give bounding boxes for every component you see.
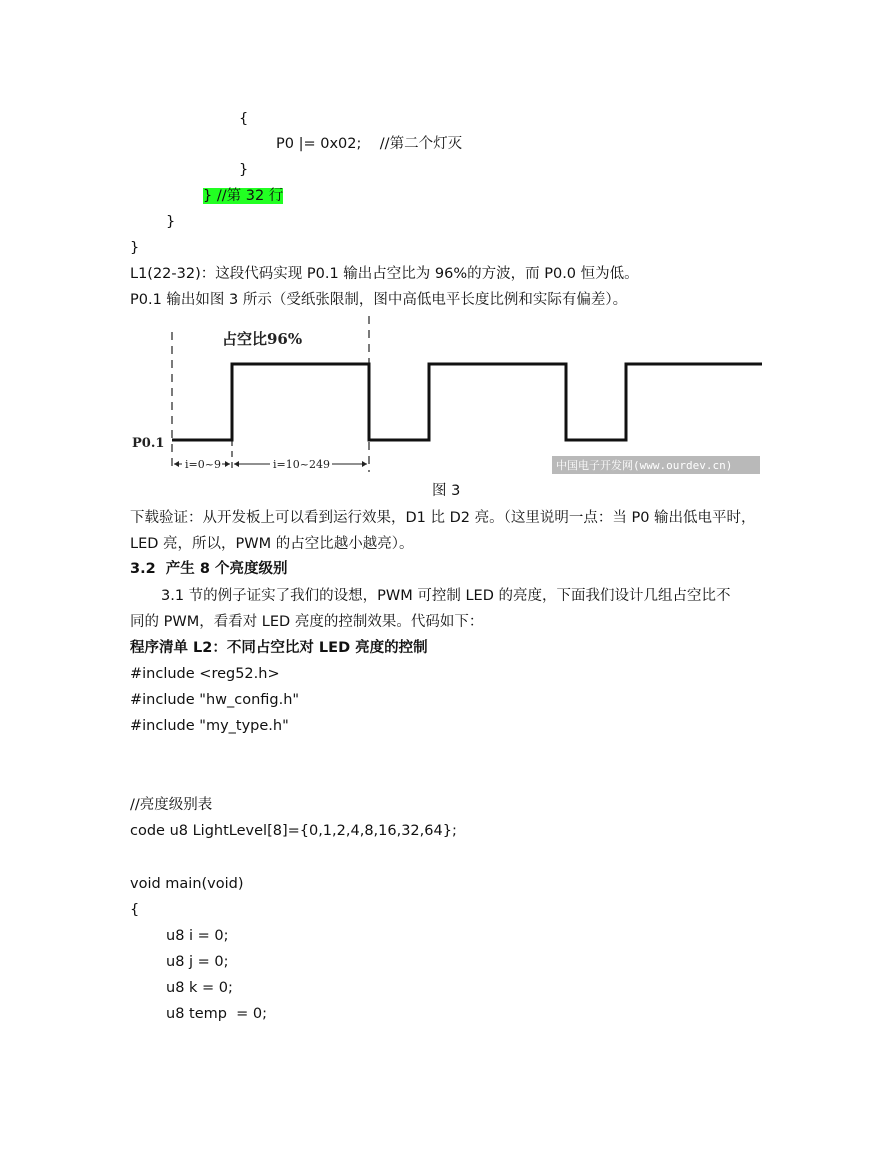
paragraph-section-intro: 3.1 节的例子证实了我们的设想，PWM 可控制 LED 的亮度，下面我们设计几组占空比不	[161, 588, 731, 604]
signal-label: P0.1	[132, 436, 165, 451]
code-include-mytype: #include "my_type.h"	[130, 718, 289, 734]
duty-cycle-label: 占空比96%	[222, 330, 303, 348]
code-var-j: u8 j = 0;	[166, 954, 229, 970]
high-range-label: i=10~249	[273, 458, 330, 471]
code-include-hwconfig: #include "hw_config.h"	[130, 692, 300, 708]
code-light-level-table: code u8 LightLevel[8]={0,1,2,4,8,16,32,64};	[130, 823, 457, 839]
code-main-signature: void main(void)	[130, 876, 244, 892]
paragraph-download-verify-cont: LED 亮，所以，PWM 的占空比越小越亮）。	[130, 536, 414, 552]
watermark-text: 中国电子开发网(www.ourdev.cn)	[556, 459, 733, 472]
arrowhead-right	[225, 461, 230, 467]
code-brace-close-outer: }	[130, 240, 140, 256]
section-heading: 3.2 产生 8 个亮度级别	[130, 561, 288, 577]
paragraph-download-verify: 下载验证：从开发板上可以看到运行效果，D1 比 D2 亮。（这里说明一点：当 P0 输出低电平时，	[130, 510, 756, 526]
figure-caption: 图 3	[432, 483, 461, 499]
pwm-waveform-figure	[130, 312, 762, 478]
highlight-line-32: } //第 32 行	[203, 188, 284, 204]
paragraph-l1-explain: L1(22-32)：这段代码实现 P0.1 输出占空比为 96%的方波，而 P0.0 恒为低。	[130, 266, 639, 282]
code-comment-level-table: //亮度级别表	[130, 797, 213, 813]
paragraph-section-intro-cont: 同的 PWM，看看对 LED 亮度的控制效果。代码如下：	[130, 614, 484, 630]
code-line-32	[203, 186, 283, 206]
code-brace-close-mid: }	[166, 214, 176, 230]
paragraph-p01-output: P0.1 输出如图 3 所示（受纸张限制，图中高低电平长度比例和实际有偏差）。	[130, 292, 628, 308]
code-var-i: u8 i = 0;	[166, 928, 229, 944]
code-include-reg52: #include <reg52.h>	[130, 666, 280, 682]
code-main-brace: {	[130, 902, 140, 918]
listing-title: 程序清单 L2：不同占空比对 LED 亮度的控制	[130, 640, 428, 656]
square-wave-trace	[172, 364, 762, 440]
code-brace-close: }	[239, 162, 249, 178]
arrowhead-left	[174, 461, 179, 467]
code-p0-statement: P0 |= 0x02; //第二个灯灭	[276, 136, 463, 152]
arrowhead-left	[234, 461, 239, 467]
low-range-label: i=0~9	[185, 458, 221, 471]
arrowhead-right	[362, 461, 367, 467]
code-var-k: u8 k = 0;	[166, 980, 233, 996]
code-brace-open: {	[239, 111, 249, 127]
code-var-temp: u8 temp = 0;	[166, 1006, 268, 1022]
